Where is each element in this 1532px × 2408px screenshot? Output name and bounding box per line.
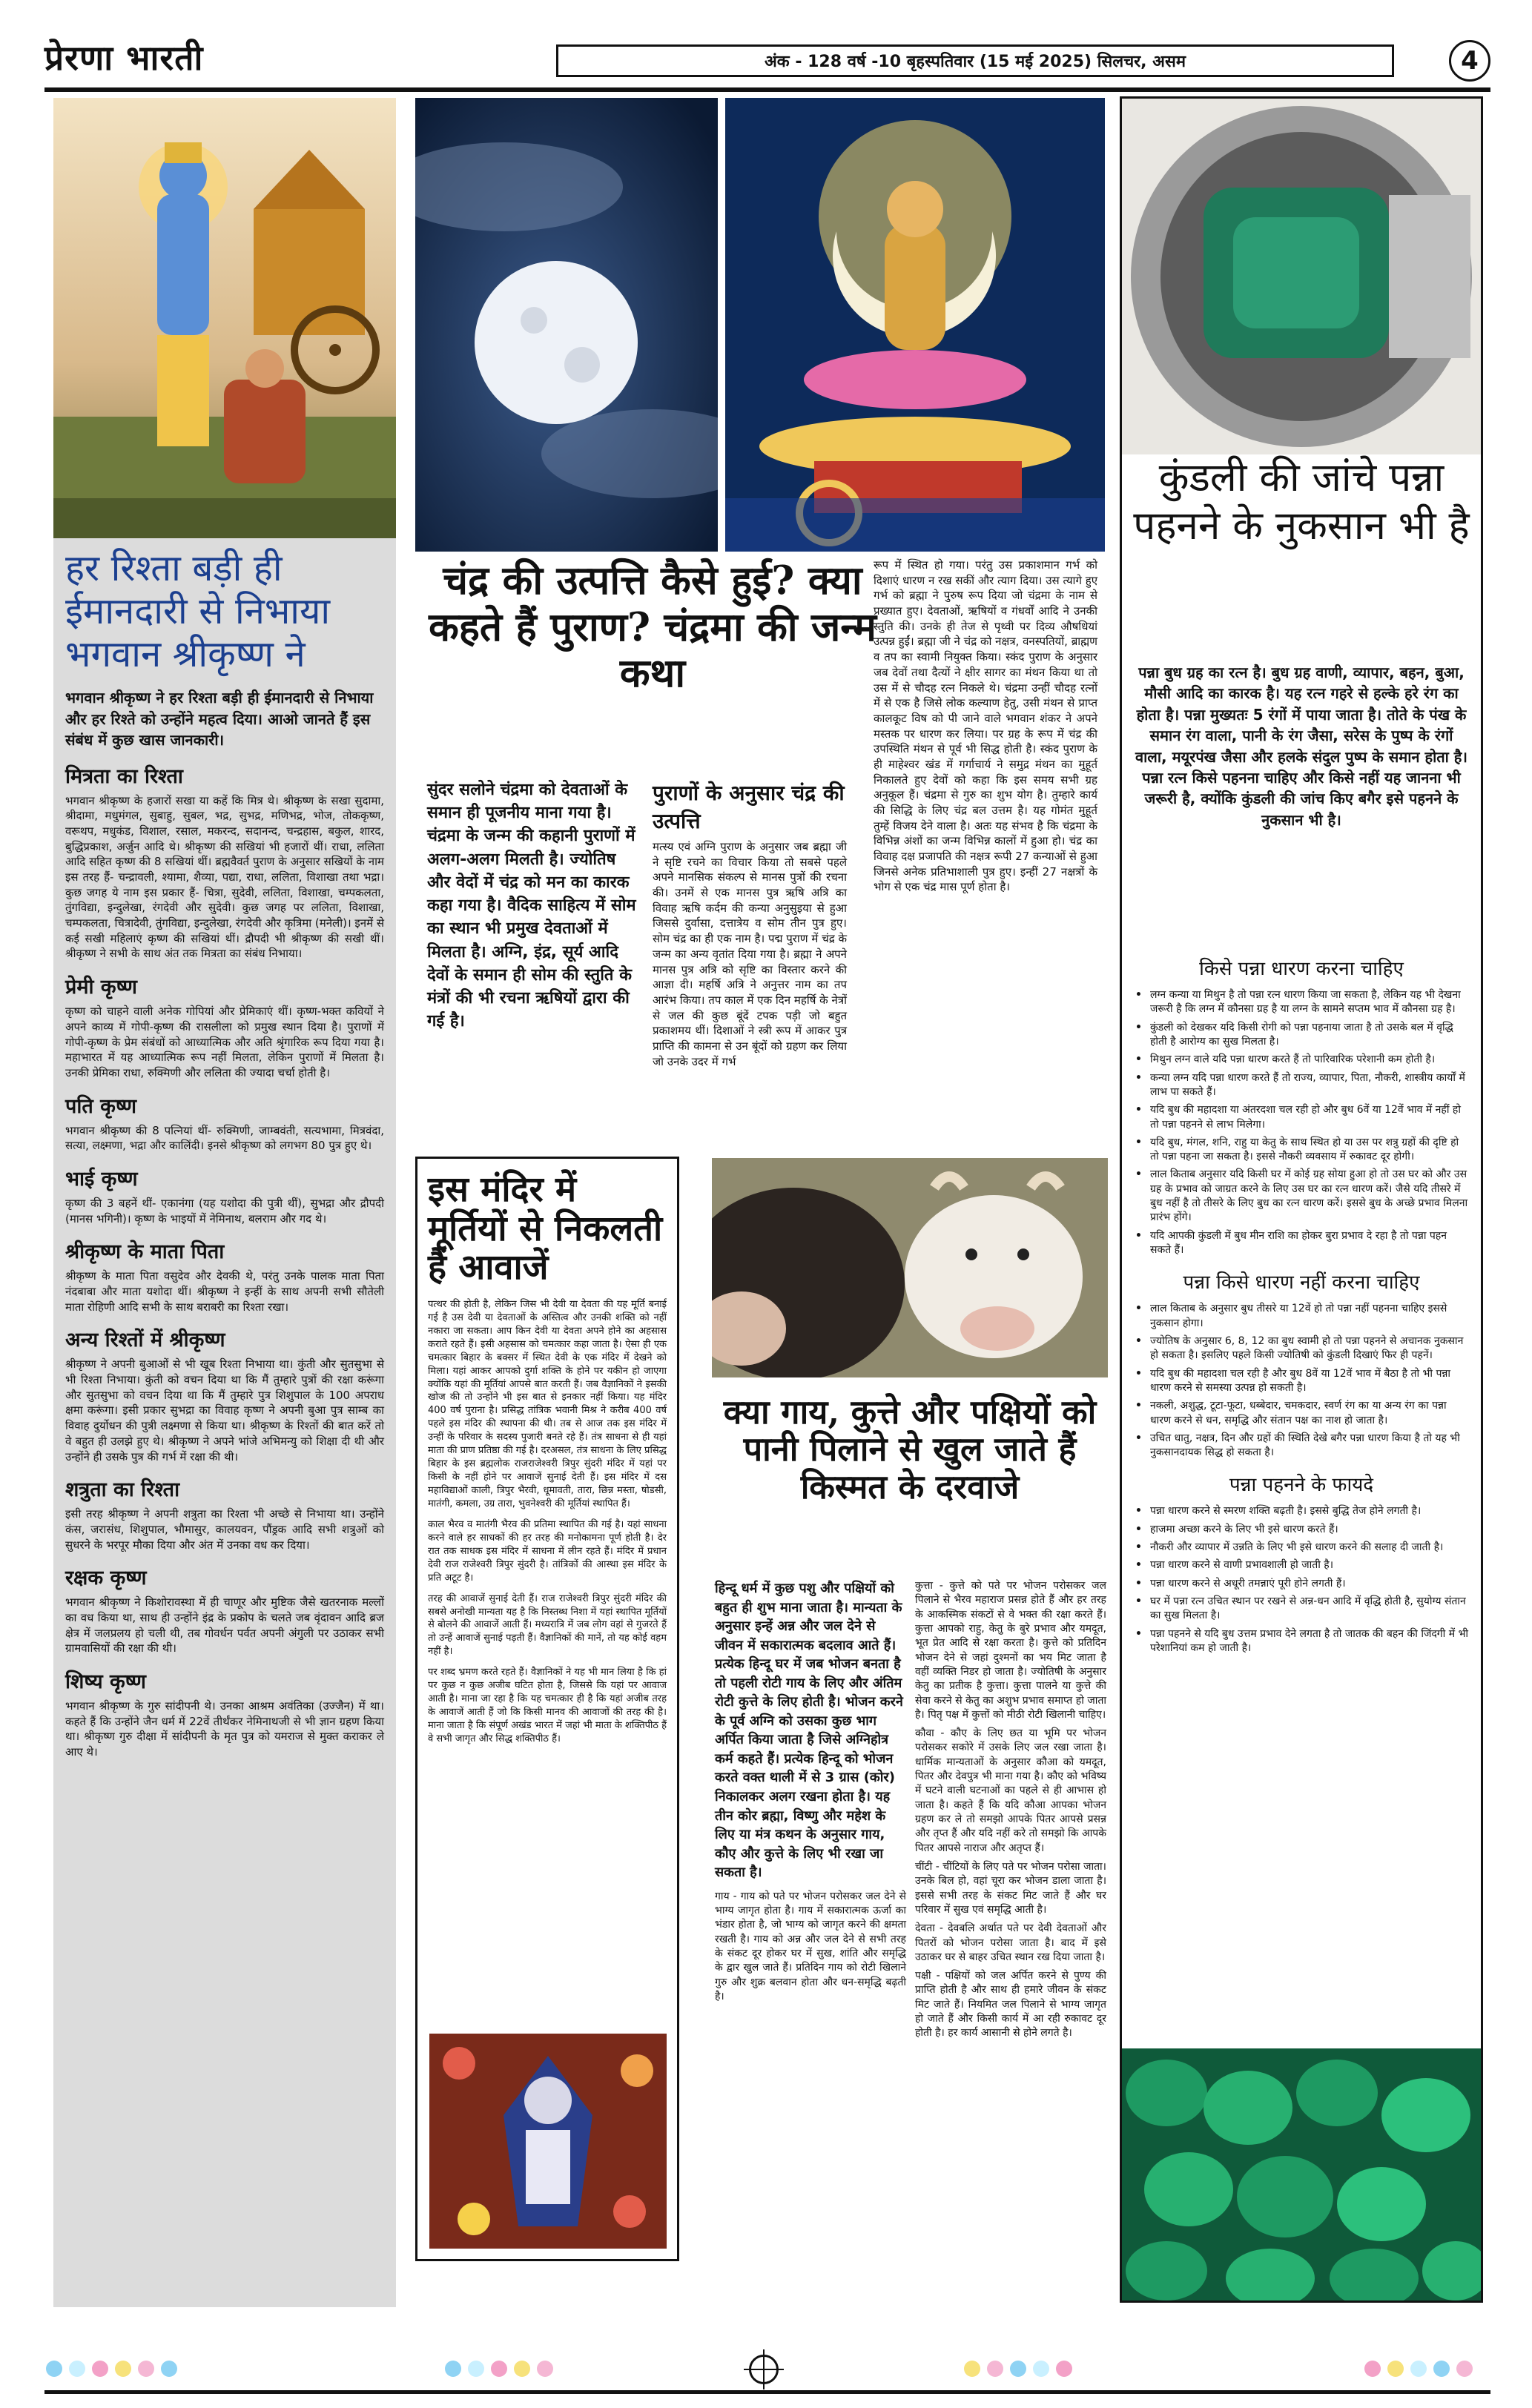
- cow-para-bird: पक्षी - पक्षियों को जल अर्पित करने से पुण्य की प्राप्ति होती है और साथ ही हमारे जीवन के संकट मिट जाते हैं। नियमित जल पिलाने से भाग्य जागृत हो जाते हैं और किसी कार्य में आ रही रुकावट दूर होती है। हर कार्य आसानी से होने लगते है।: [915, 1970, 1106, 2040]
- section-text-other-relations: श्रीकृष्ण ने अपनी बुआओं से भी खूब रिश्ता निभाया था। कुंती और सुतसुभा से भी रिश्ता निभाया। कुंती को वचन दिया था कि मैं तुम्हारे पुत्रों की रक्षा करूंगा और सुतसुभा को वचन दिया था कि मैं तुम्हारे पुत्र शिशुपाल के 100 अपराध क्षमा करूंगा। इसी प्रकार सुभद्रा का विवाह कृष्ण ने अपनी बुआ पुत्र साम्ब का विवाह दुर्योधन की पुत्री लक्ष्मणा से किया था। श्रीकृष्ण के रिश्तों की बात करें तो वे बहुत ही उलझे हुए थे। श्रीकृष्ण ने अपने भांजे अभिमन्यु को शिक्षा दी थी और उन्होंने ही उसके पुत्र की गर्भ में रक्षा की थी।: [65, 1357, 384, 1463]
- section-heading-disciple: शिष्य कृष्ण: [65, 1670, 146, 1694]
- list-item: • मिथुन लग्न वाले यदि पन्ना धारण करते हैं तो पारिवारिक परेशानी कम होती है।: [1134, 1053, 1469, 1067]
- moon-col-b-text: मत्स्य एवं अग्नि पुराण के अनुसार जब ब्रह्मा जी ने सृष्टि रचने का विचार किया तो सबसे पहले अपने मानसिक संकल्प से मानस पुत्रों की रचना की। उनमें से एक मानस पुत्र ऋषि अत्रि का विवाह ऋषि कर्दम की कन्या अनुसुइया से हुआ जिससे दुर्वासा, दत्तात्रेय व सोम तीन पुत्र हुए। सोम चंद्र का ही एक नाम है। पद्म पुराण में चंद्र के जन्म का अन्य वृतांत दिया गया है। ब्रह्मा ने अपने मानस पुत्र अत्रि को सृष्टि का विस्तार करने की आज्ञा दी। महर्षि अत्रि ने अनुत्तर नाम का तप आरंभ किया। तप काल में एक दिन महर्षि के नेत्रों से जल की कुछ बूंदें टपक पड़ी जो बहुत प्रकाशमय थीं। दिशाओं ने स्त्री रूप में आकर पुत्र प्राप्ति की कामना से उन बूंदों को ग्रहण कर लिया जो उनके उदर में गर्भ: [653, 840, 847, 1068]
- registration-mark-icon: [749, 2355, 779, 2384]
- chandra-deity-image: [725, 98, 1105, 552]
- temple-article: [415, 1157, 679, 2261]
- cow-para-dog: कुत्ता - कुत्ते को पते पर भोजन परोसकर जल पिलाने से भैरव महाराज प्रसन्न होते हैं और हर तरह के आकस्मिक संकटों से वे भक्त की रक्षा करते हैं। कुत्ता आपको राहु, केतु के बुरे प्रभाव और यमदूत, भूत प्रेत आदि से रक्षा करता है। कुत्ते को प्रतिदिन भोजन देने से जहां दुश्मनों का भय मिट जाता है वहीं व्यक्ति निडर हो जाता है। ज्योतिषी के अनुसार केतु का प्रतीक है कुत्ता। कुत्ता पालने या कुत्ते की सेवा करने से केतु का अशुभ प्रभाव समाप्त हो जाता है। पितृ पक्ष में कुत्तों को मीठी रोटी खिलानी चाहिए।: [915, 1580, 1106, 1721]
- list-item: • घर में पन्ना रत्न उचित स्थान पर रखने से अन्न-धन आदि में वृद्धि होती है, सुयोग्य संतान का सुख मिलता है।: [1134, 1595, 1469, 1624]
- emerald-box3-list: [1134, 1504, 1469, 1656]
- section-text-protector: भगवान श्रीकृष्ण ने किशोरावस्था में ही चाणूर और मुष्टिक जैसे खतरनाक मल्लों का वध किया था, साथ ही उन्होंने इंद्र के प्रकोप के चलते जब वृंदावन आदि ब्रज क्षेत्र में जलप्रलय हो चली थी, तब गोवर्धन पर्वत अपनी अंगुली पर उठाकर सभी ग्रामवासियों की रक्षा की थी।: [65, 1595, 384, 1656]
- newspaper-brand: प्रेरणा भारती: [44, 38, 204, 78]
- section-heading-friendship: मित्रता का रिश्ता: [65, 764, 183, 788]
- footer-dots-left: [46, 2361, 177, 2377]
- list-item: • उचित धातु, नक्षत्र, दिन और ग्रहों की स्थिति देखे बगैर पन्ना धारण किया है तो यह भी नुकसानदायक सिद्ध हो सकता है।: [1134, 1432, 1469, 1461]
- section-heading-brother: भाई कृष्ण: [65, 1167, 138, 1191]
- section-heading-enmity: शत्रुता का रिश्ता: [65, 1478, 180, 1502]
- section-text-husband: भगवान श्रीकृष्ण की 8 पत्नियां थीं- रुक्मिणी, जाम्बवंती, सत्यभामा, मित्रवंदा, सत्या, लक्ष्मणा, भद्रा और कालिंदी। इनसे श्रीकृष्ण को लगभग 80 पुत्र हुए थे।: [65, 1123, 384, 1153]
- cow-lead: हिन्दू धर्म में कुछ पशु और पक्षियों को बहुत ही शुभ माना जाता है। मान्यता के अनुसार इन्हें अन्न और जल देने से जीवन में सकारात्मक बदलाव आते हैं। प्रत्येक हिन्दू घर में जब भोजन बनता है तो पहली रोटी गाय के लिए और अंतिम रोटी कुत्ते के लिए होती है। भोजन करने के पूर्व अग्नि को उसका कुछ भाग अर्पित किया जाता है जिसे अग्निहोत्र कर्म कहते हैं। प्रत्येक हिन्दू को भोजन करते वक्त थाली में से 3 ग्रास (कोर) निकालकर अलग रखना होता है। यह तीन कोर ब्रह्मा, विष्णु और महेश के लिए या मंत्र कथन के अनुसार गाय, कौए और कुत्ते के लिए भी रखा जा सकता है।: [715, 1581, 903, 1881]
- cow-image: [712, 1158, 1108, 1377]
- moon-intro: सुंदर सलोने चंद्रमा को देवताओं के समान ही पूजनीय माना गया है। चंद्रमा के जन्म की कहानी पुराणों में अलग-अलग मिलती है। ज्योतिष और वेदों में चंद्र को मन का कारक कहा गया है। वैदिक साहित्य में सोम का स्थान भी प्रमुख देवताओं में मिलता है। अग्नि, इंद्र, सूर्य आदि देवों के समान ही सोम की स्तुति के मंत्रों की भी रचना ऋषियों द्वारा की गई है।: [427, 781, 636, 1031]
- temple-headline: इस मंदिर में मूर्तियों से निकलती हैं आवाजें: [428, 1169, 663, 1289]
- list-item: • नकली, अशुद्ध, टूटा-फूटा, धब्बेदार, चमकदार, स्वर्ण रंग का या अन्य रंग का पन्ना धारण करने से धन, समृद्धि और संतान पक्ष का नाश हो जाता है।: [1134, 1399, 1469, 1428]
- emerald-headline: कुंडली की जांचे पन्ना पहनने के नुकसान भी है: [1133, 455, 1470, 549]
- section-heading-other-relations: अन्य रिश्तों में श्रीकृष्ण: [65, 1329, 225, 1352]
- list-item: • ज्योतिष के अनुसार 6, 8, 12 का बुध स्वामी हो तो पन्ना पहनने से अचानक नुकसान हो सकता है। इसलिए पहले किसी ज्योतिषी को कुंडली दिखाएं फिर ही पहनें।: [1134, 1334, 1469, 1363]
- krishna-chariot-image: [53, 98, 396, 538]
- section-text-disciple: भगवान श्रीकृष्ण के गुरु सांदीपनी थे। उनका आश्रम अवंतिका (उज्जैन) में था। कहते हैं कि उन्होंने जैन धर्म में 22वें तीर्थंकर नेमिनाथजी से भी ज्ञान ग्रहण किया था। श्रीकृष्ण गुरु दीक्षा में सांदीपनी के मृत पुत्र को यमराज से मुक्त कराकर ले आए थे।: [65, 1699, 384, 1759]
- emerald-box2-list: [1134, 1302, 1469, 1460]
- krishna-headline: हर रिश्ता बड़ी ही ईमानदारी से निभाया भगवान श्रीकृष्ण ने: [65, 547, 331, 675]
- emerald-box2-heading: पन्ना किसे धारण नहीं करना चाहिए: [1183, 1271, 1420, 1294]
- list-item: • लाल किताब अनुसार यदि किसी घर में कोई ग्रह सोया हुआ हो तो उस घर को और उस ग्रह के प्रभाव को जाग्रत करने के लिए उस घर का रत्न धारण करें। जैसे यदि तीसरे में बुध नहीं है तो तीसरे के लिए बुध का रत्न धारण करें। इससे बुध के अच्छे प्रभाव मिलना प्रारंभ होंगे।: [1134, 1168, 1469, 1225]
- masthead: [44, 30, 1490, 89]
- temple-text-3: तरह की आवाजें सुनाई देती हैं। राज राजेश्वरी त्रिपुर सुंदरी मंदिर की सबसे अनोखी मान्यता यह है कि निस्तब्ध निशा में यहां स्थापित मूर्तियों से बोलने की आवाजें आती हैं। मध्यरात्रि में जब लोग वहां से गुजरते हैं तो उन्हें आवाजें सुनाई पड़ती हैं। वैज्ञानिकों की मानें, तो यह कोई वहम नहीं है।: [428, 1592, 667, 1658]
- emerald-box1-heading: किसे पन्ना धारण करना चाहिए: [1199, 958, 1404, 980]
- moon-headline: चंद्र की उत्पत्ति कैसे हुई? क्या कहते हैं पुराण? चंद्रमा की जन्म कथा: [429, 558, 876, 697]
- temple-text-2: काल भैरव व मातंगी भैरव की प्रतिमा स्थापित की गई है। यहां साधना करने वाले हर साधकों की हर तरह की मनोकामना पूर्ण होती है। देर रात तक साधक इस मंदिर में साधना में लीन रहते हैं। मंदिर में प्रधान देवी राज राजेश्वरी त्रिपुर सुंदरी है। तांत्रिकों की आस्था इस मंदिर के प्रति अटूट है।: [428, 1518, 667, 1584]
- cow-headline: क्या गाय, कुत्ते और पक्षियों को पानी पिलाने से खुल जाते हैं किस्मत के दरवाजे: [723, 1392, 1097, 1506]
- list-item: • नौकरी और व्यापार में उन्नति के लिए भी इसे धारण करने की सलाह दी जाती है।: [1134, 1541, 1469, 1555]
- section-text-friendship: भगवान श्रीकृष्ण के हजारों सखा या कहें कि मित्र थे। श्रीकृष्ण के सखा सुदामा, श्रीदामा, मधुमंगल, सुबाहु, सुबल, भद्र, सुभद्र, मणिभद्र, भोज, तोककृष्ण, वरूथप, मधुकंड, विशाल, रसाल, मकरन्द, सदानन्द, चन्द्रहास, बकुल, शारद, बुद्धिप्रकाश, अर्जुन आदि थे। श्रीकृष्ण की सखियां भी हजारों थीं। राधा, ललिता आदि सहित कृष्ण की 8 सखियां थीं। ब्रह्मवैवर्त पुराण के अनुसार सखियों के नाम इस तरह हैं- चन्द्रावली, श्यामा, शैव्या, पद्या, राधा, ललिता, विशाखा तथा भद्रा। कुछ जगह ये नाम इस प्रकार हैं- चित्रा, सुदेवी, ललिता, विशाखा, चम्पकलता, तुंगविद्या, इन्दुलेखा, रंगदेवी और सुदेवी। कुछ जगह पर ललिता, विशाखा, चम्पकलता, चित्रादेवी, तुंगविद्या, इन्दुलेखा, रंगदेवी और कृत्रिमा (मनेली)। इनमें से कई सखी महिलाएं कृष्ण की सखियां थीं। द्रौपदी भी श्रीकृष्ण की सखी थीं। श्रीकृष्ण ने सभी के साथ अंत तक मित्रता का संबंध निभाया।: [65, 793, 384, 961]
- krishna-intro: भगवान श्रीकृष्ण ने हर रिश्ता बड़ी ही ईमानदारी से निभाया और हर रिश्ते को उन्होंने महत्व दिया। आओ जानते हैं इस संबंध में कुछ खास जानकारी।: [65, 689, 374, 750]
- top-rule: [44, 87, 1490, 92]
- section-text-parents: श्रीकृष्ण के माता पिता वसुदेव और देवकी थे, परंतु उनके पालक माता पिता नंदबाबा और माता यशोदा थीं। श्रीकृष्ण ने इन्हीं के साथ अपनी सभी सौतेली माता रोहिणी आदि सभी के साथ बराबरी का रिश्ता रखा।: [65, 1269, 384, 1314]
- list-item: • कन्या लग्न यदि पन्ना धारण करते हैं तो राज्य, व्यापार, पिता, नौकरी, शास्त्रीय कार्यों में लाभ पा सकते हैं।: [1134, 1071, 1469, 1100]
- footer-dots-center-right: [964, 2361, 1072, 2377]
- section-heading-protector: रक्षक कृष्ण: [65, 1567, 147, 1590]
- emerald-ring-image: [1122, 99, 1481, 454]
- section-heading-parents: श्रीकृष्ण के माता पिता: [65, 1240, 225, 1264]
- list-item: • पन्ना पहनने से यदि बुध उत्तम प्रभाव देने लगता है तो जातक की बहन की जिंदगी में भी परेशानियां कम हो जाती है।: [1134, 1627, 1469, 1656]
- krishna-sections: [65, 761, 384, 1760]
- cow-para-cow: गाय - गाय को पते पर भोजन परोसकर जल देने से भाग्य जागृत होता है। गाय में सकारात्मक ऊर्जा का भंडार होता है, जो भाग्य को जागृत करने की क्षमता रखती है। गाय को अन्न और जल देने से सभी तरह के संकट दूर होकर घर में सुख, शांति और समृद्धि के द्वार खुल जाते हैं। प्रतिदिन गाय को रोटी खिलाने गुरु और शुक्र बलवान होता और धन-समृद्धि बढ़ती है।: [715, 1890, 906, 2002]
- footer-dots-right: [1364, 2361, 1473, 2377]
- emerald-intro: पन्ना बुध ग्रह का रत्न है। बुध ग्रह वाणी, व्यापार, बहन, बुआ, मौसी आदि का कारक है। यह रत्न गहरे से हल्के हरे रंग का होता है। पन्ना मुख्यतः 5 रंगों में पाया जाता है। तोते के पंख के समान रंग वाला, पानी के रंग जैसा, सरेस के पुष्प के रंगों वाला, मयूरपंख जैसा और हलके संदुल पुष्प के समान होता है। पन्ना रत्न किसे पहनना चाहिए और किसे नहीं यह जानना भी जरूरी है, क्योंकि कुंडली की जांच किए बगैर इसे पहनने के नुकसान भी है।: [1135, 664, 1467, 829]
- list-item: • हाजमा अच्छा करने के लिए भी इसे धारण करते हैं।: [1134, 1523, 1469, 1537]
- emerald-box1-list: [1134, 988, 1469, 1257]
- section-heading-lover: प्रेमी कृष्ण: [65, 976, 137, 999]
- section-text-enmity: इसी तरह श्रीकृष्ण ने अपनी शत्रुता का रिश्ता भी अच्छे से निभाया था। उन्होंने कंस, जरासंध, शिशुपाल, भौमासुर, कालयवन, पौंड्रक आदि सभी शत्रुओं को सुधरने के भरपूर मौका दिया और अंत में उनका वध कर दिया।: [65, 1507, 384, 1552]
- temple-text-1: पत्थर की होती है, लेकिन जिस भी देवी या देवता की यह मूर्ति बनाई गई है उस देवी या देवताओं के अस्तित्व और उनकी शक्ति को नहीं नकारा जा सकता। आप किन देवी या देवता अपने होने का अहसास कराते रहते हैं। इसी अहसास को चमत्कार कहा जाता है। ऐसा ही एक चमत्कार बिहार के बक्सर में स्थित देवी के एक मंदिर में देखने को मिला। यहां आकर आपको दुर्गा शक्ति के होने पर यकीन हो जाएगा क्योंकि यहां की मूर्तियां आपसे बात करती हैं। जब वैज्ञानिकों ने इसकी खोज की तो उन्होंने भी इस बात से इनकार नहीं किया। यह मंदिर 400 वर्ष पुराना है। प्रसिद्ध तांत्रिक भवानी मिश्र ने करीब 400 वर्ष पहले इस मंदिर की स्थापना की थी। तब से आज तक इस मंदिर में उन्हीं के परिवार के सदस्य पुजारी बनते रहे हैं। तंत्र साधना से ही यहां माता की प्राण प्रतिष्ठा की गई है। दरअसल, तंत्र साधना के लिए प्रसिद्ध बिहार के इस ब्रह्मलोक राजराजेश्वरी त्रिपुर सुंदरी मंदिर में यहां पर किसी के नहीं होने पर आवाजें सुनाई देती हैं। इस मंदिर में दस महाविद्याओं काली, त्रिपुर भैरवी, धूमावती, तारा, छिन्न मस्ता, षोडसी, मातंगी, कमला, उग्र तारा, भुवनेश्वरी की मूर्तियां स्थापित हैं।: [428, 1298, 667, 1509]
- temple-idol-image: [429, 2034, 667, 2249]
- list-item: • यदि बुध की महादशा चल रही है और बुध 8वें या 12वें भाव में बैठा है तो भी पन्ना धारण करने से समस्या उत्पन्न हो सकती है।: [1134, 1367, 1469, 1396]
- cow-para-deity: देवता - देवबलि अर्थात पते पर देवी देवताओं और पितरों को भोजन परोसा जाता है। बाद में इसे उठाकर घर से बाहर उचित स्थान रख दिया जाता है।: [915, 1922, 1106, 1963]
- krishna-column: [53, 98, 396, 2307]
- page-number: 4: [1449, 40, 1490, 82]
- list-item: • पन्ना धारण करने से वाणी प्रभावशाली हो जाती है।: [1134, 1558, 1469, 1572]
- section-heading-husband: पति कृष्ण: [65, 1094, 137, 1118]
- footer-dots-center-left: [445, 2361, 553, 2377]
- list-item: • लग्न कन्या या मिथुन है तो पन्ना रत्न धारण किया जा सकता है, लेकिन यह भी देखना जरूरी है कि लग्न में कौनसा ग्रह है या लग्न के सामने सप्तम भाव में कौनसा ग्रह है।: [1134, 988, 1469, 1017]
- list-item: • पन्ना धारण करने से स्मरण शक्ति बढ़ती है। इससे बुद्धि तेज होने लगती है।: [1134, 1504, 1469, 1518]
- moon-subheading: पुराणों के अनुसार चंद्र की उत्पत्ति: [653, 781, 845, 833]
- emerald-box3-heading: पन्ना पहनने के फायदे: [1229, 1474, 1374, 1497]
- list-item: • लाल किताब के अनुसार बुध तीसरे या 12वें हो तो पन्ना नहीं पहनना चाहिए इससे नुकसान होगा।: [1134, 1302, 1469, 1331]
- list-item: • यदि आपकी कुंडली में बुध मीन राशि का होकर बुरा प्रभाव दे रहा है तो पन्ना पहन सकते हैं।: [1134, 1229, 1469, 1258]
- temple-text-4: पर शब्द भ्रमण करते रहते हैं। वैज्ञानिकों ने यह भी मान लिया है कि हां पर कुछ न कुछ अजीब घटित होता है, जिससे कि यहां पर आवाज आती है। माना जा रहा है कि यह चमत्कार ही है कि यहां अजीब तरह के आवाजें आती हैं जो कि किसी मानव की आवाजों की तरह की है। माना जाता है कि संपूर्ण अखंड भारत में जहां भी माता के शक्तिपीठ हैं वे सभी जागृत और सिद्ध शक्तिपीठ हैं।: [428, 1667, 667, 1744]
- moon-col-c-text: रूप में स्थित हो गया। परंतु उस प्रकाशमान गर्भ को दिशाएं धारण न रख सकीं और त्याग दिया। उस त्यागे हुए गर्भ को ब्रह्मा ने पुरुष रूप दिया जो चंद्रमा के नाम से प्रख्यात हुए। देवताओं, ऋषियों व गंधर्वों आदि ने उनकी स्तुति की। उनके ही तेज से पृथ्वी पर दिव्य औषधियां उत्पन्न हुईं। ब्रह्मा जी ने चंद्र को नक्षत्र, वनस्पतियों, ब्राह्मण व तप का स्वामी नियुक्त किया। स्कंद पुराण के अनुसार जब देवों तथा दैत्यों ने क्षीर सागर का मंथन किया था तो उस में से चौदह रत्न निकले थे। चंद्रमा उन्हीं चौदह रत्नों में से एक है जिसे लोक कल्याण हेतु, उसी मंथन से प्राप्त कालकूट विष को पी जाने वाले भगवान शंकर ने अपने मस्तक पर धारण कर लिया। पर ग्रह के रूप में चंद्र की उपस्थिति मंथन से पूर्व भी सिद्ध होती है। स्कंद पुराण के ही माहेश्वर खंड में गर्गाचार्य ने समुद्र मंथन का मुहूर्त निकालते हुए देवों को कहा कि इस समय सभी ग्रह अनुकूल हैं। चंद्रमा से गुरु का शुभ योग है। तुम्हारे कार्य की सिद्धि के लिए चंद्र बल उत्तम है। यह गोमंत मुहूर्त तुम्हें विजय देने वाला है। अतः यह संभव है कि चंद्रमा के विभिन्न अंशों का जन्म विभिन्न कालों में हुआ हो। चंद्र का विवाह दक्ष प्रजापति की नक्षत्र रूपी 27 कन्याओं से हुआ जिनसे अनेक प्रतिभाशाली पुत्र हुए। इन्हीं 27 नक्षत्रों के भोग से एक चंद्र मास पूर्ण होता है।: [874, 558, 1097, 894]
- cow-para-ant: चींटी - चींटियों के लिए पते पर भोजन परोसा जाता। उनके बिल हो, वहां चूरा कर भोजन डाला जाता है। इससे सभी तरह के संकट मिट जाते हैं और घर परिवार में सुख एवं समृद्धि आती है।: [915, 1860, 1106, 1916]
- emerald-article: [1120, 96, 1483, 2303]
- section-text-brother: कृष्ण की 3 बहनें थीं- एकानंगा (यह यशोदा की पुत्री थीं), सुभद्रा और द्रौपदी (मानस भगिनी)। कृष्ण के भाइयों में नेमिनाथ, बलराम और गद थे।: [65, 1196, 384, 1226]
- cow-para-crow: कौवा - कौए के लिए छत या भूमि पर भोजन परोसकर सकोरे में उसके लिए जल रखा जाता है। धार्मिक मान्यताओं के अनुसार कौआ को यमदूत, पितर और देवपुत्र भी माना गया है। कौए को भविष्य में घटने वाली घटनाओं का पहले से ही आभास हो जाता है। कहते हैं कि यदि कौआ आपका भोजन ग्रहण कर ले तो समझो आपके पितर आपसे प्रसन्न और तृप्त हैं और यदि नहीं करे तो समझो कि आपके पितर आपसे नाराज और अतृप्त हैं।: [915, 1727, 1106, 1854]
- issue-line: अंक - 128 वर्ष -10 बृहस्पतिवार (15 मई 2025) सिलचर, असम: [556, 44, 1394, 77]
- emerald-stones-image: [1122, 2048, 1481, 2300]
- list-item: • पन्ना धारण करने से अधूरी तमन्नाएं पूरी होने लगती हैं।: [1134, 1577, 1469, 1591]
- list-item: • कुंडली को देखकर यदि किसी रोगी को पन्ना पहनाया जाता है तो उसके बल में वृद्धि होती है आरोग्य का सुख मिलता है।: [1134, 1021, 1469, 1050]
- list-item: • यदि बुध, मंगल, शनि, राहु या केतु के साथ स्थित हो या उस पर शत्रु ग्रहों की दृष्टि हो तो पन्ना पहना जा सकता है। इससे नौकरी व्यवसाय में रुकावट दूर होगी।: [1134, 1136, 1469, 1165]
- moon-image: [415, 98, 718, 552]
- section-text-lover: कृष्ण को चाहने वाली अनेक गोपियां और प्रेमिकाएं थीं। कृष्ण-भक्त कवियों ने अपने काव्य में गोपी-कृष्ण की रासलीला को प्रमुख स्थान दिया है। पुराणों में गोपी-कृष्ण के प्रेम संबंधों को आध्यात्मिक और अति श्रृंगारिक रूप दिया गया है। महाभारत में यह आध्यात्मिक रूप नहीं मिलता, लेकिन पुराणों में मिलता है। उनकी प्रेमिका राधा, रुक्मिणी और ललिता की ज्यादा चर्चा होती है।: [65, 1005, 384, 1079]
- bottom-rule: [44, 2390, 1490, 2394]
- list-item: • यदि बुध की महादशा या अंतरदशा चल रही हो और बुध 6वें या 12वें भाव में नहीं हो तो पन्ना पहनने से लाभ मिलेगा।: [1134, 1103, 1469, 1132]
